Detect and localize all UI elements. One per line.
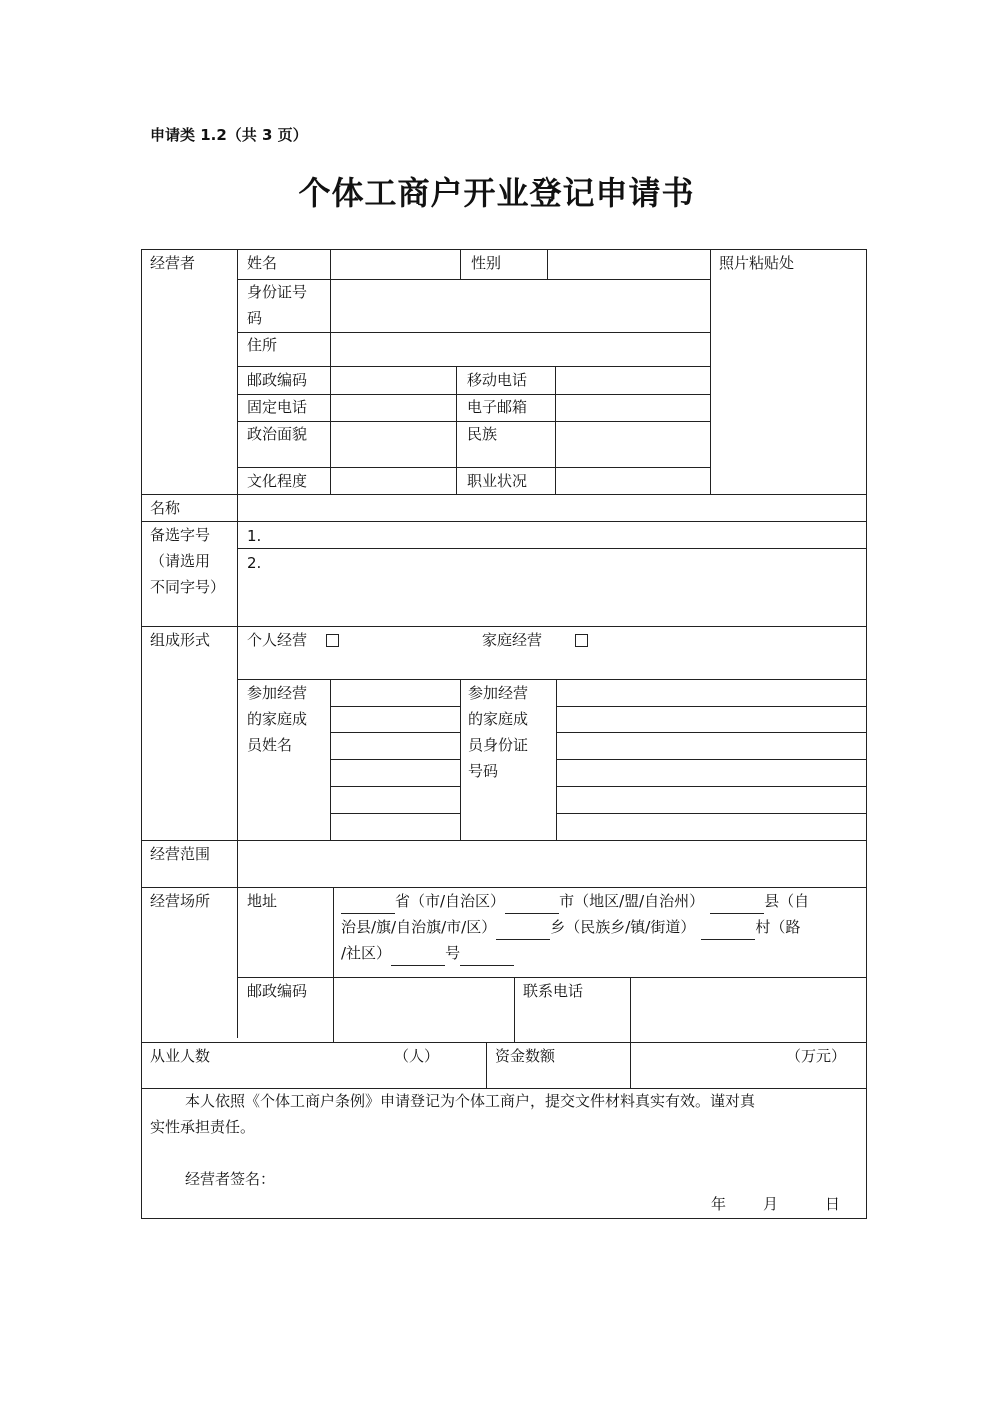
township-blank[interactable] xyxy=(496,923,550,940)
business-scope-field[interactable] xyxy=(239,842,865,885)
declaration-line-2: 实性承担责任。 xyxy=(150,1118,256,1136)
member-ids-label-line: 员身份证 xyxy=(468,736,529,754)
application-form-table xyxy=(141,249,867,1219)
label-column-divider xyxy=(237,249,238,1038)
member-names-label-line: 的家庭成 xyxy=(247,710,308,728)
individual-option[interactable] xyxy=(247,627,339,653)
village-suffix: 村（路 xyxy=(755,918,801,936)
name-gender-divider xyxy=(460,249,461,279)
residence-field[interactable] xyxy=(332,334,708,364)
id-number-label-line: 身份证号 xyxy=(247,283,308,301)
composition-end xyxy=(141,840,867,841)
political-status-field[interactable] xyxy=(332,423,454,465)
business-scope-label: 经营范围 xyxy=(150,845,211,863)
staff-count-unit: （人） xyxy=(394,1047,440,1065)
landline-field[interactable] xyxy=(332,396,454,420)
capital-amount-unit: （万元） xyxy=(786,1047,847,1065)
name-row-end xyxy=(141,521,867,522)
alt-names-label-line: （请选用 xyxy=(150,552,211,570)
member-name-row-line xyxy=(330,813,461,814)
province-suffix: 省（市/自治区） xyxy=(395,892,506,910)
premises-postal-code-field[interactable] xyxy=(336,979,512,1040)
member-id-row-line xyxy=(556,706,867,707)
alt-names-label-line: 不同字号） xyxy=(150,578,226,596)
staff-count-label: 从业人数 xyxy=(150,1047,211,1065)
employment-status-field[interactable] xyxy=(557,469,709,493)
member-id-row-line xyxy=(556,813,867,814)
id-number-label-line: 码 xyxy=(247,309,263,327)
member-name-row-line xyxy=(330,706,461,707)
number-blank[interactable] xyxy=(391,949,445,966)
premises-phone-field[interactable] xyxy=(632,979,865,1040)
member-names-label-line: 员姓名 xyxy=(247,736,293,754)
business-name-field[interactable] xyxy=(239,496,865,520)
id-number-field[interactable] xyxy=(332,281,708,329)
individual-option-label: 个人经营 xyxy=(247,631,308,649)
gender-value-divider xyxy=(547,249,548,279)
county-blank[interactable] xyxy=(710,897,764,914)
landline-label: 固定电话 xyxy=(247,398,308,416)
education-label: 文化程度 xyxy=(247,472,308,490)
date-year-label: 年 xyxy=(711,1195,727,1213)
individual-checkbox[interactable] xyxy=(326,634,339,647)
education-field[interactable] xyxy=(332,469,454,493)
number-suffix: 号 xyxy=(445,944,461,962)
photo-area-label: 照片粘贴处 xyxy=(719,254,795,272)
premises-phone-divider xyxy=(514,977,515,1042)
employment-status-label: 职业状况 xyxy=(467,472,528,490)
postal-code-field[interactable] xyxy=(332,368,454,392)
member-id-row-line xyxy=(556,759,867,760)
id-number-label xyxy=(247,279,307,331)
gender-label: 性别 xyxy=(471,254,502,272)
name-label: 姓名 xyxy=(247,254,278,272)
operator-label: 经营者 xyxy=(150,254,196,272)
address-label: 地址 xyxy=(247,892,278,910)
table-border-bottom xyxy=(141,1218,867,1219)
city-blank[interactable] xyxy=(505,897,559,914)
declaration-line-1: 本人依照《个体工商户条例》申请登记为个体工商户，提交文件材料真实有效。谨对真 xyxy=(185,1092,756,1110)
postal-code-label: 邮政编码 xyxy=(247,371,308,389)
business-name-label: 名称 xyxy=(150,499,181,517)
name-field[interactable] xyxy=(332,250,458,276)
capital-amount-label: 资金数额 xyxy=(495,1047,556,1065)
county-suffix: 县（自 xyxy=(764,892,810,910)
county-suffix-cont: 治县/旗/自治旗/市/区） xyxy=(341,918,497,936)
date-day-label: 日 xyxy=(825,1195,841,1213)
village-blank[interactable] xyxy=(701,923,755,940)
member-names-label-line: 参加经营 xyxy=(247,684,308,702)
member-name-row-line xyxy=(330,732,461,733)
member-name-row-line xyxy=(330,786,461,787)
composition-options-end xyxy=(237,679,867,680)
mobile-field[interactable] xyxy=(557,368,709,392)
ethnicity-field[interactable] xyxy=(557,423,709,465)
email-field[interactable] xyxy=(557,396,709,420)
mobile-label: 移动电话 xyxy=(467,371,528,389)
province-blank[interactable] xyxy=(341,897,395,914)
address-line-3[interactable] xyxy=(341,940,514,966)
alt-name-1[interactable]: 1. xyxy=(247,527,262,545)
premises-label-divider xyxy=(333,887,334,1042)
form-code: 申请类 1.2（共 3 页） xyxy=(150,126,308,144)
city-suffix: 市（地区/盟/自治州） xyxy=(559,892,705,910)
alt-names-label-line: 备选字号 xyxy=(150,526,211,544)
member-ids-label-line: 参加经营 xyxy=(468,684,529,702)
table-border-right xyxy=(866,249,867,1219)
member-id-row-line xyxy=(556,786,867,787)
operator-section-end xyxy=(141,494,867,495)
alt-names-label xyxy=(150,522,225,600)
contact-value-divider xyxy=(555,366,556,494)
operator-field-divider xyxy=(330,249,331,494)
family-option[interactable] xyxy=(482,627,588,653)
premises-postal-code-label: 邮政编码 xyxy=(247,982,308,1000)
table-border-left xyxy=(141,249,142,1219)
township-suffix: 乡（民族乡/镇/街道） xyxy=(550,918,696,936)
member-names-label xyxy=(247,680,307,758)
member-name-row-line xyxy=(330,759,461,760)
page-title: 个体工商户开业登记申请书 xyxy=(298,174,695,212)
community-suffix: /社区） xyxy=(341,944,392,962)
member-ids-label xyxy=(468,680,528,784)
capital-value-divider xyxy=(630,1042,631,1088)
staff-capital-divider xyxy=(486,1042,487,1088)
date-month-label: 月 xyxy=(763,1195,779,1213)
composition-label: 组成形式 xyxy=(150,631,211,649)
email-label: 电子邮箱 xyxy=(467,398,528,416)
political-status-label: 政治面貌 xyxy=(247,425,308,443)
member-ids-label-line: 的家庭成 xyxy=(468,710,529,728)
member-id-row-line xyxy=(556,732,867,733)
address-line-2[interactable] xyxy=(341,914,800,940)
number-trailing-blank[interactable] xyxy=(460,949,514,966)
gender-field[interactable] xyxy=(549,250,709,276)
ethnicity-label: 民族 xyxy=(467,425,498,443)
family-checkbox[interactable] xyxy=(575,634,588,647)
member-ids-label-line: 号码 xyxy=(468,762,499,780)
premises-phone-label: 联系电话 xyxy=(523,982,584,1000)
address-line-1[interactable] xyxy=(341,888,809,914)
residence-label: 住所 xyxy=(247,336,278,354)
premises-label: 经营场所 xyxy=(150,892,211,910)
signature-label: 经营者签名： xyxy=(185,1170,276,1188)
operator-row-line xyxy=(237,332,711,333)
contact-mid-divider xyxy=(456,366,457,494)
photo-divider xyxy=(710,249,711,494)
family-option-label: 家庭经营 xyxy=(482,631,543,649)
premises-phone-value-divider xyxy=(630,977,631,1042)
alt-name-2[interactable]: 2. xyxy=(247,554,262,572)
operator-row-line xyxy=(237,279,711,280)
signature-field[interactable] xyxy=(283,1166,583,1192)
